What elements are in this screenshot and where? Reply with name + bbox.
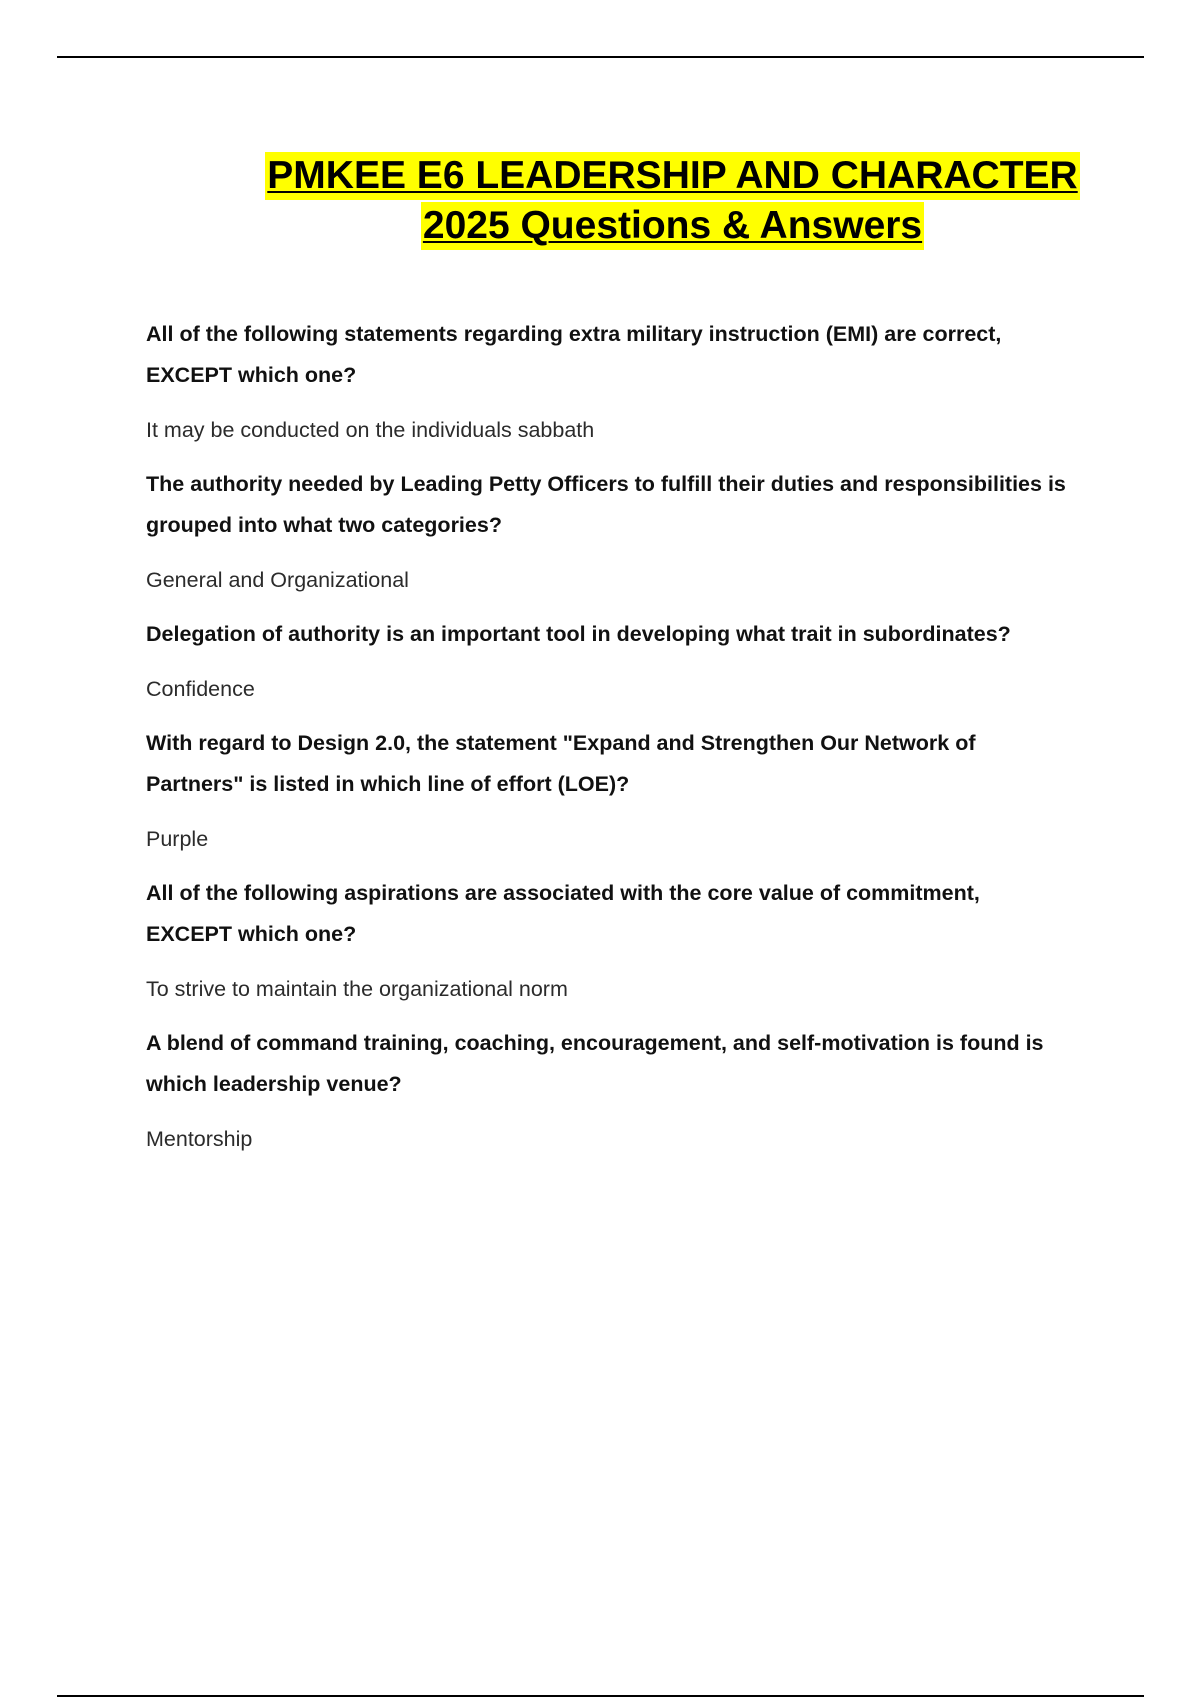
footer-divider bbox=[57, 1695, 1144, 1697]
answer-text: To strive to maintain the organizational norm bbox=[146, 977, 568, 1001]
answer-text: Mentorship bbox=[146, 1127, 253, 1151]
answer-text: Purple bbox=[146, 827, 209, 851]
title-line-1: PMKEE E6 LEADERSHIP AND CHARACTER bbox=[265, 152, 1079, 200]
question-text: Delegation of authority is an important tool in developing what trait in subordinates? bbox=[146, 622, 1011, 646]
qa-item bbox=[146, 723, 1066, 853]
qa-item bbox=[146, 1023, 1066, 1153]
answer-text: It may be conducted on the individuals sabbath bbox=[146, 418, 595, 442]
qa-item bbox=[146, 873, 1066, 1003]
question-text: The authority needed by Leading Petty Officers to fulfill their duties and responsibilities is grouped into what two categories? bbox=[146, 472, 1066, 537]
qa-item bbox=[146, 614, 1066, 703]
qa-item bbox=[146, 464, 1066, 594]
answer-text: Confidence bbox=[146, 677, 255, 701]
document-title bbox=[200, 152, 1145, 250]
title-line-2: 2025 Questions & Answers bbox=[421, 202, 924, 250]
question-text: All of the following aspirations are associated with the core value of commitment, EXCEPT which one? bbox=[146, 881, 980, 946]
answer-text: General and Organizational bbox=[146, 568, 409, 592]
question-text: With regard to Design 2.0, the statement "Expand and Strengthen Our Network of Partners" is listed in which line of effort (LOE)? bbox=[146, 731, 976, 796]
question-text: All of the following statements regarding extra military instruction (EMI) are correct, EXCEPT which one? bbox=[146, 322, 1002, 387]
question-text: A blend of command training, coaching, encouragement, and self-motivation is found is which leadership venue? bbox=[146, 1031, 1044, 1096]
qa-item bbox=[146, 314, 1066, 444]
qa-list bbox=[146, 314, 1066, 1173]
header-divider bbox=[57, 56, 1144, 58]
